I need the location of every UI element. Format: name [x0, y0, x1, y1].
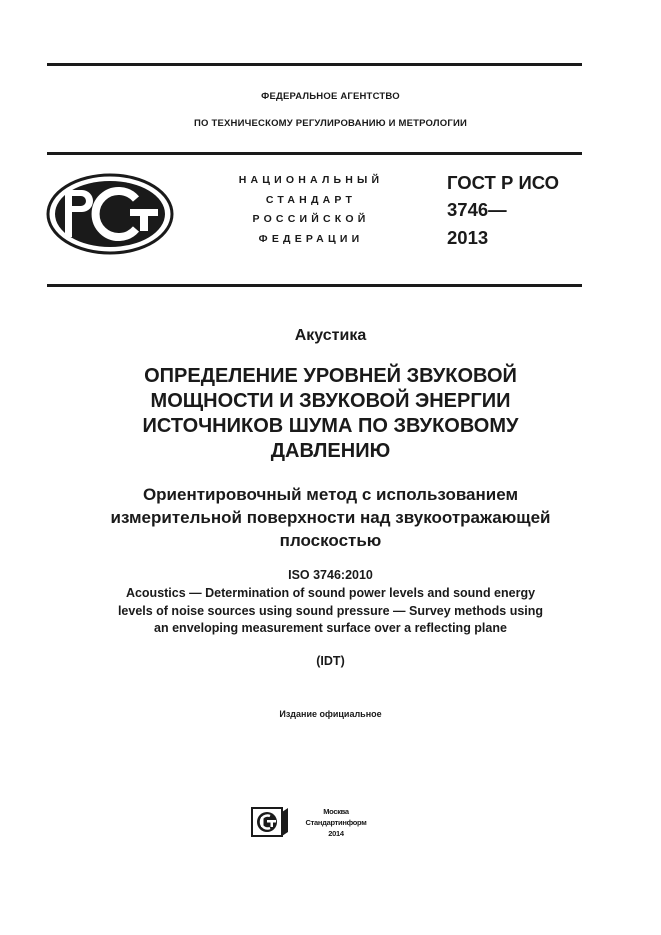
english-title-line-2: levels of noise sources using sound pressure — Survey methods using [117, 604, 544, 618]
standard-block-bottom-rule [47, 284, 582, 287]
english-title-line-1: Acoustics — Determination of sound power levels and sound energy [125, 586, 536, 600]
national-line-2: СТАНДАРТ [265, 194, 357, 206]
section-title: Акустика [294, 327, 367, 344]
standard-block-top-rule [47, 152, 582, 155]
english-title-line-3: an enveloping measurement surface over a reflecting plane [154, 621, 507, 635]
edition-label: Издание официальное [279, 709, 382, 719]
gost-designation-line-3: 2013 [447, 227, 489, 248]
publisher-city: Москва [323, 807, 349, 816]
national-line-4: ФЕДЕРАЦИИ [258, 233, 364, 245]
agency-line-1: ФЕДЕРАЛЬНОЕ АГЕНТСТВО [261, 91, 400, 102]
gost-designation-line-1: ГОСТ Р ИСО [447, 172, 560, 193]
gost-designation-line-2: 3746— [447, 199, 507, 220]
national-line-3: РОССИЙСКОЙ [252, 213, 370, 225]
rst-certification-logo-icon [46, 173, 174, 255]
national-line-1: НАЦИОНАЛЬНЫЙ [238, 174, 384, 186]
agency-line-2: ПО ТЕХНИЧЕСКОМУ РЕГУЛИРОВАНИЮ И МЕТРОЛОГИИ [194, 118, 467, 129]
subtitle-line-2: измерительной поверхности над звукоотражающей [110, 508, 551, 527]
title-line-3: ИСТОЧНИКОВ ШУМА ПО ЗВУКОВОМУ [142, 415, 519, 437]
title-line-4: ДАВЛЕНИЮ [270, 440, 391, 462]
title-line-2: МОЩНОСТИ И ЗВУКОВОЙ ЭНЕРГИИ [150, 390, 511, 412]
standartinform-logo-icon [250, 806, 290, 838]
top-rule [47, 63, 582, 66]
title-line-1: ОПРЕДЕЛЕНИЕ УРОВНЕЙ ЗВУКОВОЙ [144, 365, 517, 387]
publisher-name: Стандартинформ [305, 818, 367, 827]
subtitle-line-1: Ориентировочный метод с использованием [142, 485, 519, 504]
iso-reference: ISO 3746:2010 [288, 568, 373, 582]
idt-label: (IDT) [316, 654, 345, 668]
publisher-year: 2014 [328, 829, 344, 838]
subtitle-line-3: плоскостью [279, 531, 382, 550]
